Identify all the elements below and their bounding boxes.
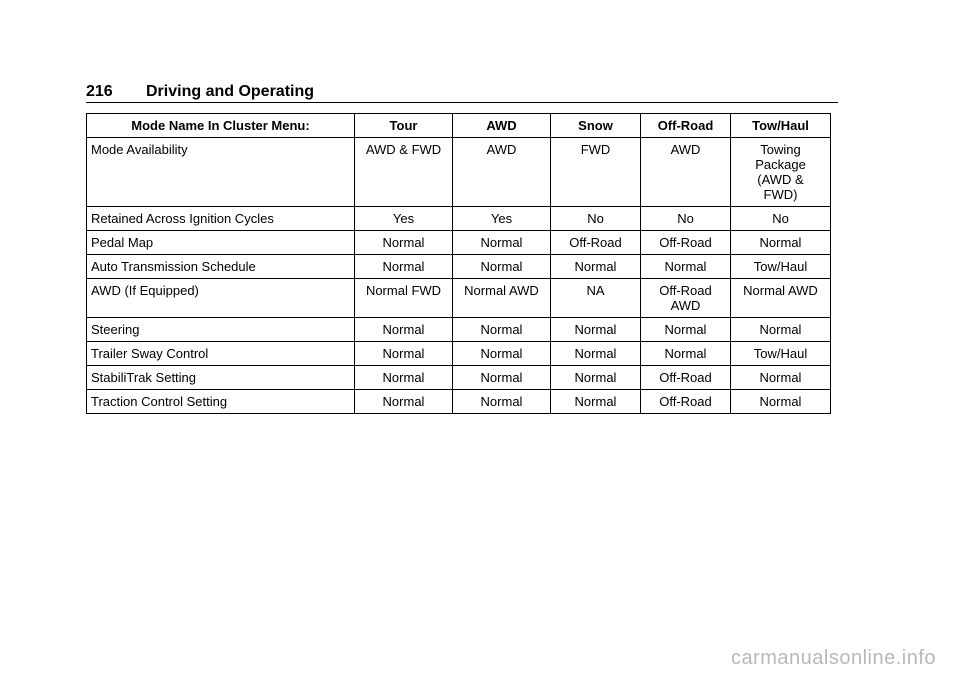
table-cell: FWD [551,138,641,207]
row-label: Retained Across Ignition Cycles [87,207,355,231]
table-cell: NA [551,279,641,318]
table-cell: Off-Road [551,231,641,255]
table-cell: Normal [551,366,641,390]
table-cell: Normal [453,231,551,255]
table-cell: Normal [731,390,831,414]
table-row [87,366,831,390]
table-cell: Normal [641,342,731,366]
drive-mode-table [86,113,831,414]
row-label: Auto Transmission Schedule [87,255,355,279]
table-row [87,138,831,207]
table-cell: Normal [355,342,453,366]
table-cell: Normal AWD [453,279,551,318]
column-header: Off-Road [641,114,731,138]
table-cell: Yes [355,207,453,231]
table-row [87,231,831,255]
table-row [87,207,831,231]
table-row [87,390,831,414]
header-row [87,114,831,138]
table-cell: AWD [453,138,551,207]
table-cell: Normal AWD [731,279,831,318]
table-cell: Normal [453,318,551,342]
table-cell: Normal [453,342,551,366]
table-cell: Normal [551,318,641,342]
table-cell: Towing Package (AWD & FWD) [731,138,831,207]
table-cell: Normal [355,318,453,342]
row-label: Pedal Map [87,231,355,255]
row-label: StabiliTrak Setting [87,366,355,390]
row-label: Trailer Sway Control [87,342,355,366]
column-header: Tour [355,114,453,138]
table-cell: No [641,207,731,231]
table-cell: Normal [453,366,551,390]
table-cell: Yes [453,207,551,231]
table-row [87,255,831,279]
table-cell: Off-Road AWD [641,279,731,318]
table-cell: Normal [551,255,641,279]
table-row [87,342,831,366]
column-header: Snow [551,114,641,138]
table-cell: Off-Road [641,366,731,390]
page-header [86,82,838,103]
column-header: Tow/Haul [731,114,831,138]
page-number: 216 [86,83,113,100]
table-cell: Normal [731,318,831,342]
table-cell: Tow/Haul [731,255,831,279]
table-row [87,279,831,318]
row-label: Traction Control Setting [87,390,355,414]
table-cell: Normal [453,390,551,414]
table-cell: Normal [355,255,453,279]
table-cell: AWD & FWD [355,138,453,207]
table-cell: Normal [641,318,731,342]
table-cell: AWD [641,138,731,207]
table-cell: Off-Road [641,390,731,414]
watermark: carmanualsonline.info [730,647,936,669]
table-cell: Tow/Haul [731,342,831,366]
table-cell: Normal [453,255,551,279]
section-title: Driving and Operating [146,83,315,100]
table-cell: No [731,207,831,231]
table-cell: Normal [355,231,453,255]
row-label: Mode Availability [87,138,355,207]
row-label: AWD (If Equipped) [87,279,355,318]
table-cell: Normal [641,255,731,279]
table-cell: Normal [551,342,641,366]
row-label: Steering [87,318,355,342]
table-cell: Normal [355,390,453,414]
table-cell: Normal [731,231,831,255]
table-cell: Normal [551,390,641,414]
table-cell: Off-Road [641,231,731,255]
table-row [87,318,831,342]
column-header: AWD [453,114,551,138]
table-cell: No [551,207,641,231]
table-cell: Normal FWD [355,279,453,318]
column-header: Mode Name In Cluster Menu: [87,114,355,138]
table-cell: Normal [731,366,831,390]
table-cell: Normal [355,366,453,390]
